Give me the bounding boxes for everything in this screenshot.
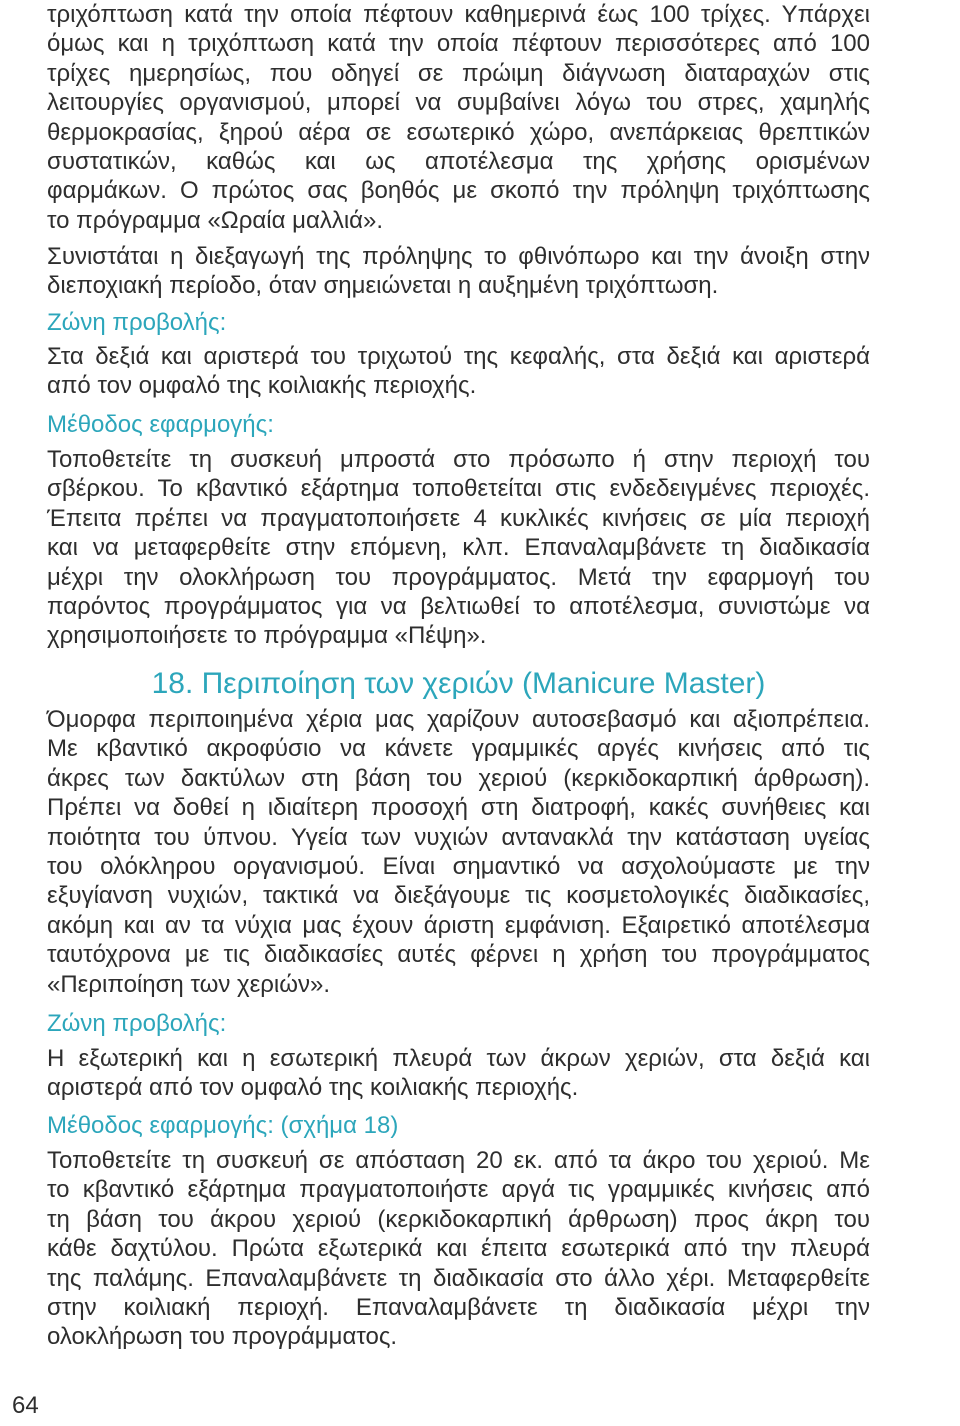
text-line: Στα δεξιά και αριστερά του τριχωτού της κεφαλής, στα δεξιά και αριστερά: [47, 343, 870, 370]
zone-heading: [47, 308, 870, 337]
text-line: παρόντος προγράμματος για να βελτιωθεί το αποτέλεσμα, συνιστώμε να: [47, 593, 870, 621]
section-title: 18. Περιποίηση των χεριών (Manicure Master): [151, 667, 766, 700]
text-line: τρίχες ημερησίως, που οδηγεί σε πρώιμη διάγνωση διαταραχών στις: [47, 59, 870, 87]
text-line: Όμορφα περιποιημένα χέρια μας χαρίζουν αυτοσεβασμό και αξιοπρέπεια.: [47, 706, 870, 733]
text-line: ταυτόχρονα με τις διαδικασίες αυτές φέρνει η χρήση του προγράμματος: [47, 941, 870, 969]
text-line: τριχόπτωση κατά την οποία πέφτουν καθημερινά έως 100 τρίχες. Υπάρχει: [47, 1, 870, 28]
text-line: Με κβαντικό ακροφύσιο να κάνετε γραμμικές αργές κινήσεις από τις: [47, 735, 870, 763]
zone-heading-text: Ζώνη προβολής:: [47, 1010, 227, 1037]
text-line: κάθε δαχτύλου. Πρώτα εξωτερικά και έπειτα εσωτερικά από την πλευρά: [47, 1235, 870, 1263]
text-line: θερμοκρασίας, ξηρού αέρα σε εσωτερικό χώρο, ανεπάρκειας θρεπτικών: [47, 118, 870, 146]
zone-heading: [47, 1009, 870, 1038]
text-line: Τοποθετείτε τη συσκευή μπροστά στο πρόσωπο ή στην περιοχή του: [47, 446, 870, 473]
text-line: φαρμάκων. Ο πρώτος σας βοηθός με σκοπό την πρόληψη τριχόπτωσης: [47, 177, 870, 205]
text-line: από τον ομφαλό της κοιλιακής περιοχής.: [47, 372, 477, 400]
method-heading-text: Μέθοδος εφαρμογής: (σχήμα 18): [47, 1112, 399, 1139]
text-line: συστατικών, καθώς και ως αποτέλεσμα της χρήσης ορισμένων: [47, 148, 870, 176]
text-line: λειτουργίες οργανισμού, μπορεί να συμβαίνει λόγω του στρες, χαμηλής: [47, 89, 870, 117]
method-heading-text: Μέθοδος εφαρμογής:: [47, 411, 274, 438]
page-number: 64: [12, 1392, 39, 1419]
text-line: ολοκλήρωση του προγράμματος.: [47, 1323, 398, 1351]
text-line: άκρες των δακτύλων στη βάση του χεριού (κερκιδοκαρπική άρθρωση).: [47, 764, 870, 792]
paragraph-prevention: [47, 242, 870, 301]
text-line: χρησιμοποιήσετε το πρόγραμμα «Πέψη».: [47, 622, 487, 650]
zone-heading-text: Ζώνη προβολής:: [47, 309, 227, 336]
text-line: ποιότητα του ύπνου. Υγεία των νυχιών αντανακλά την κατάσταση υγείας: [47, 823, 870, 851]
method-heading: [47, 410, 870, 439]
text-line: και να μεταφερθείτε στην επόμενη, κλπ. Επαναλαμβάνετε τη διαδικασία: [47, 534, 870, 562]
text-line: αριστερά από τον ομφαλό της κοιλιακής περιοχής.: [47, 1074, 579, 1102]
paragraph-zone: [47, 342, 870, 401]
paragraph-method: [47, 1146, 870, 1352]
text-line: όμως και η τριχόπτωση κατά την οποία πέφτουν περισσότερες από 100: [47, 30, 870, 58]
text-line: μέχρι την ολοκλήρωση του προγράμματος. Μετά την εφαρμογή του: [47, 563, 870, 591]
paragraph-hair-loss-intro: [47, 0, 870, 235]
text-line: τη βάση του άκρου χεριού (κερκιδοκαρπική άρθρωση) προς άκρη του: [47, 1205, 870, 1233]
paragraph-manicure-intro: [47, 705, 870, 999]
text-line: ακόμη και αν τα νύχια μας έχουν άριστη εμφάνιση. Εξαιρετικό αποτέλεσμα: [47, 911, 870, 939]
text-line: Τοποθετείτε τη συσκευή σε απόσταση 20 εκ. από τα άκρο του χεριού. Με: [47, 1147, 870, 1174]
text-line: Έπειτα πρέπει να πραγματοποιήσετε 4 κυκλικές κινήσεις σε μία περιοχή: [47, 504, 870, 532]
text-line: το κβαντικό εξάρτημα πραγματοποιήστε αργά τις γραμμικές κινήσεις από: [47, 1176, 870, 1204]
text-line: της παλάμης. Επαναλαμβάνετε τη διαδικασία στο άλλο χέρι. Μεταφερθείτε: [47, 1264, 870, 1292]
text-line: Συνιστάται η διεξαγωγή της πρόληψης το φθινόπωρο και την άνοιξη στην: [47, 243, 870, 270]
paragraph-method: [47, 445, 870, 651]
method-heading: [47, 1111, 870, 1140]
text-line: «Περιποίηση των χεριών».: [47, 970, 331, 998]
text-line: διεποχιακή περίοδο, όταν σημειώνεται η αυξημένη τριχόπτωση.: [47, 272, 719, 300]
text-line: εξυγίανση νυχιών, τακτικά να διεξάγουμε τις κοσμετολογικές διαδικασίες,: [47, 882, 870, 910]
text-line: σβέρκου. Το κβαντικό εξάρτημα τοποθετείται στις ενδεδειγμένες περιοχές.: [47, 475, 870, 503]
text-line: Η εξωτερική και η εσωτερική πλευρά των άκρων χεριών, στα δεξιά και: [47, 1045, 870, 1072]
text-line: του ολόκληρου οργανισμού. Είναι σημαντικό να ασχολούμαστε με την: [47, 853, 870, 881]
text-line: στην κοιλιακή περιοχή. Επαναλαμβάνετε τη διαδικασία μέχρι την: [47, 1294, 870, 1322]
text-line: το πρόγραμμα «Ωραία μαλλιά».: [47, 206, 384, 234]
paragraph-zone: [47, 1044, 870, 1103]
text-line: Πρέπει να δοθεί η ιδιαίτερη προσοχή στη διατροφή, κακές συνήθειες και: [47, 794, 870, 822]
